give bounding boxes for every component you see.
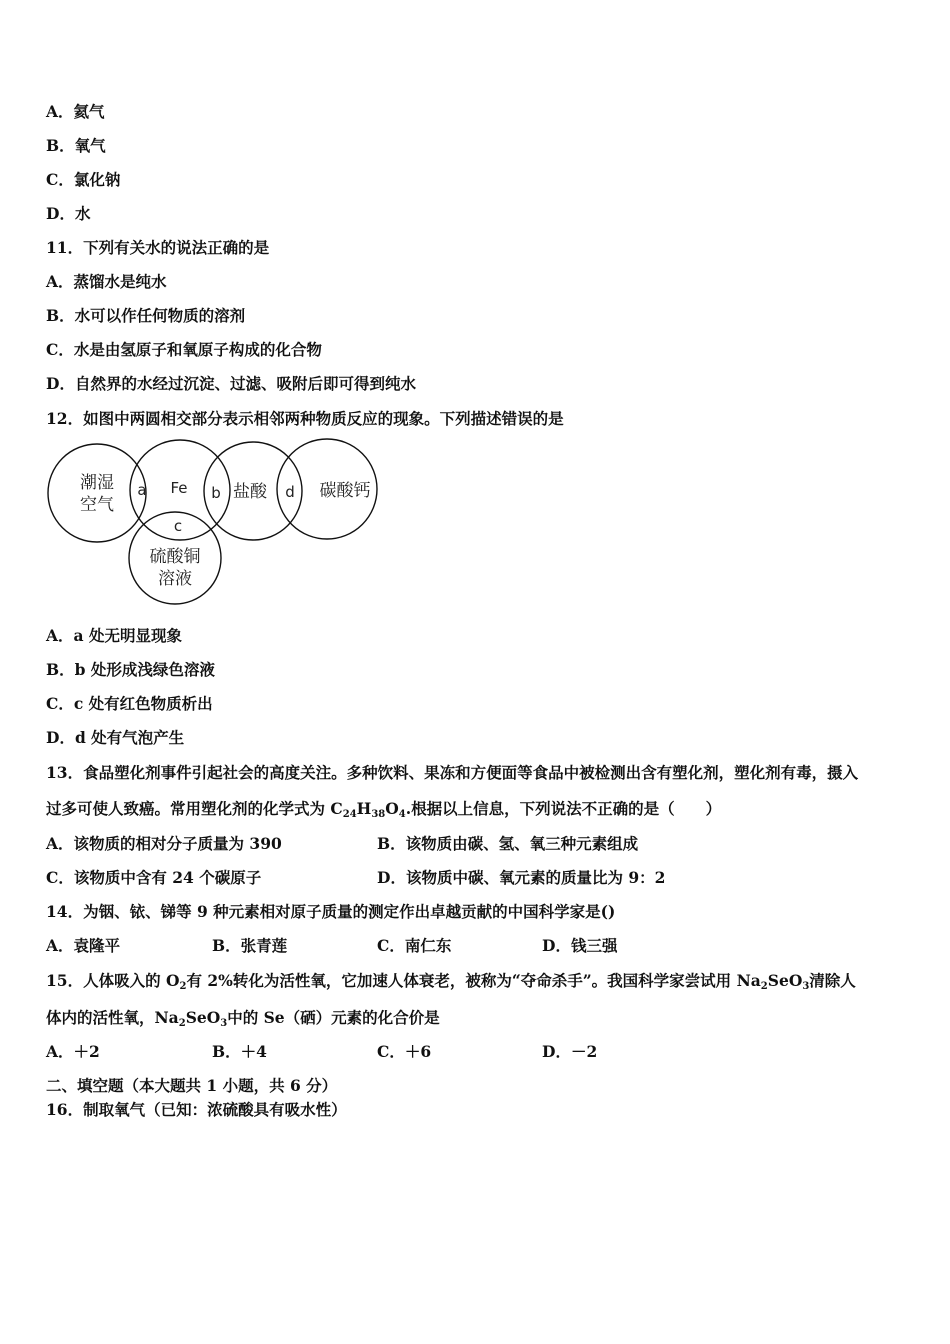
label-hcl: 盐酸	[233, 482, 267, 502]
q13-option-b: B．该物质由碳、氢、氧三种元素组成	[377, 834, 639, 853]
section-2-heading: 二、填空题（本大题共 1 小题，共 6 分）	[46, 1076, 338, 1095]
q15-stem-line1: 15．人体吸入的 $O_2$有 2%转化为活性氧，它加速人体衰老，被称为“夺命杀手”。我国科学家尝试用 $Na_2SeO_3$清除人	[46, 971, 856, 992]
q14-stem: 14．为铟、铱、锑等 9 种元素相对原子质量的测定作出卓越贡献的中国科学家是()	[46, 902, 616, 921]
q12-option-c: C．c 处有红色物质析出	[46, 694, 213, 713]
label-b: b	[211, 484, 221, 502]
q11-option-a: A．蒸馏水是纯水	[46, 272, 167, 291]
label-c: c	[173, 517, 183, 535]
q15-stem-line2: 体内的活性氧，$Na_2SeO_3$中的 Se（硒）元素的化合价是	[46, 1008, 440, 1029]
q14-option-c: C．南仁东	[377, 936, 452, 955]
q10-option-d: D．水	[46, 204, 91, 223]
q15-option-a: A．＋2	[46, 1042, 100, 1061]
q11-option-d: D．自然界的水经过沉淀、过滤、吸附后即可得到纯水	[46, 374, 416, 393]
q12-option-a: A．a 处无明显现象	[46, 626, 182, 645]
q12-diagram	[40, 438, 390, 610]
q10-option-c: C．氯化钠	[46, 170, 121, 189]
label-moist-air-2: 空气	[80, 495, 114, 515]
q11-option-b: B．水可以作任何物质的溶剂	[46, 306, 246, 325]
q14-option-a: A．袁隆平	[46, 936, 121, 955]
q15-option-b: B．＋4	[212, 1042, 267, 1061]
q13-stem-line2: 过多可使人致癌。常用塑化剂的化学式为 $C_{24}H_{38}O_4$.根据以上信息，下列说法不正确的是（ ）	[46, 799, 722, 820]
label-a: a	[137, 481, 147, 499]
q12-option-b: B．b 处形成浅绿色溶液	[46, 660, 215, 679]
q10-option-a: A．氦气	[46, 102, 105, 121]
q15-option-d: D．－2	[542, 1042, 598, 1061]
q16-stem: 16．制取氧气（已知：浓硫酸具有吸水性）	[46, 1100, 347, 1119]
label-d: d	[285, 483, 295, 501]
q13-option-c: C．该物质中含有 24 个碳原子	[46, 868, 262, 887]
label-moist-air-1: 潮湿	[80, 473, 114, 493]
q11-option-c: C．水是由氢原子和氧原子构成的化合物	[46, 340, 322, 359]
q13-option-a: A．该物质的相对分子质量为 390	[46, 834, 282, 853]
q10-option-b: B．氧气	[46, 136, 106, 155]
q14-option-b: B．张青莲	[212, 936, 288, 955]
q14-option-d: D．钱三强	[542, 936, 618, 955]
q15-option-c: C．＋6	[377, 1042, 432, 1061]
circle-moist-air	[48, 444, 146, 542]
q12-option-d: D．d 处有气泡产生	[46, 728, 185, 747]
label-caco3: 碳酸钙	[319, 481, 371, 501]
label-fe: Fe	[170, 479, 188, 497]
q12-stem: 12．如图中两圆相交部分表示相邻两种物质反应的现象。下列描述错误的是	[46, 409, 564, 428]
q13-option-d: D．该物质中碳、氧元素的质量比为 9：2	[377, 868, 666, 887]
label-cuso4-1: 硫酸铜	[149, 547, 201, 567]
q13-stem-line1: 13．食品塑化剂事件引起社会的高度关注。多种饮料、果冻和方便面等食品中被检测出含有塑化剂，塑化剂有毒，摄入	[46, 763, 859, 782]
q11-stem: 11．下列有关水的说法正确的是	[46, 238, 270, 257]
label-cuso4-2: 溶液	[158, 569, 192, 589]
